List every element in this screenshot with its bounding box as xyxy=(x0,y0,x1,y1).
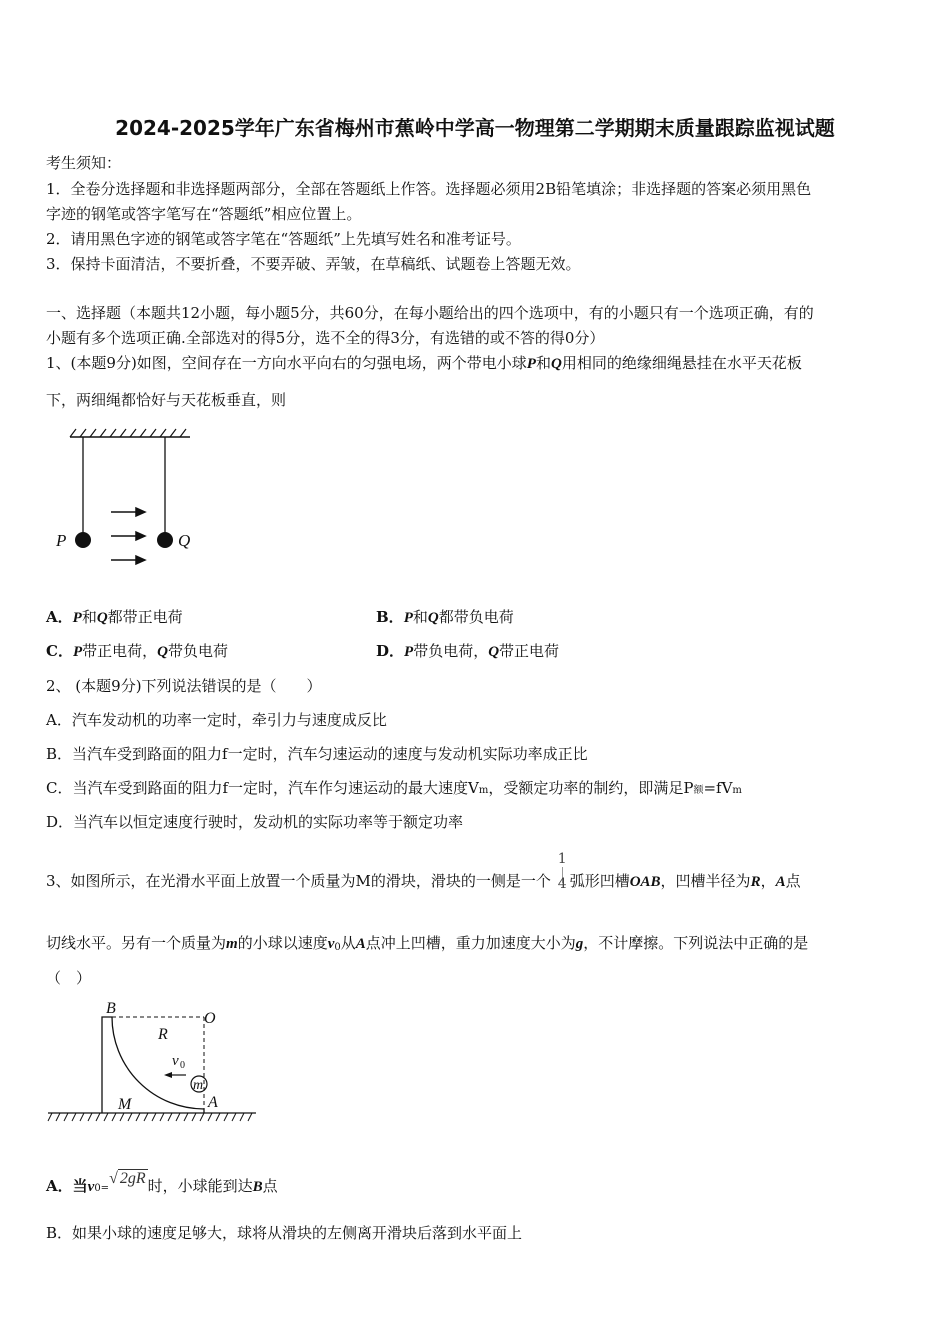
q1-option-c[interactable]: C．P带正电荷，Q带负电荷 xyxy=(46,642,228,660)
notice-item-1: 1．全卷分选择题和非选择题两部分，全部在答题纸上作答。选择题必须用2B铅笔填涂；非选择题的答案必须用黑色 xyxy=(46,180,812,198)
q1-figure xyxy=(50,425,210,575)
q3-fig-label-b: B xyxy=(106,1000,116,1017)
notice-item-1-cont: 字迹的钢笔或答字笔写在“答题纸”相应位置上。 xyxy=(46,205,362,223)
q3-stem-cont: 切线水平。另有一个质量为m的小球以速度$v_0$从A点冲上凹槽，重力加速度大小为g，不计摩擦。下列说法中正确的是 xyxy=(46,934,809,953)
q2-option-c[interactable]: C．当汽车受到路面的阻力f一定时，汽车作匀速运动的最大速度Vm，受额定功率的制约，即满足P额=fVm xyxy=(46,779,742,797)
q3-fig-label-o: O xyxy=(204,1010,216,1027)
q1-stem: 1、(本题9分)如图，空间存在一方向水平向右的匀强电场，两个带电小球P和Q用相同的绝缘细绳悬挂在水平天花板 xyxy=(46,354,802,372)
q3-option-a[interactable]: A．当v0=√ 2gR 时，小球能到达B点 xyxy=(46,1170,278,1195)
q3-frac-den: 4 xyxy=(557,876,567,892)
q2-stem: 2、 (本题9分)下列说法错误的是（ ） xyxy=(46,677,322,695)
q3-fig-label-m: m xyxy=(193,1078,204,1093)
q3-option-b[interactable]: B．如果小球的速度足够大，球将从滑块的左侧离开滑块后落到水平面上 xyxy=(46,1224,523,1242)
q1-fig-label-p: P xyxy=(56,531,67,550)
q3-fig-label-r: R xyxy=(158,1026,168,1043)
q3-frac-num: 1 xyxy=(557,851,567,867)
q1-fig-label-q: Q xyxy=(178,531,191,550)
q3-fig-label-v0: v xyxy=(172,1053,179,1069)
q3-fig-label-a: A xyxy=(208,1094,218,1111)
q1-option-a[interactable]: A．P和Q都带正电荷 xyxy=(46,608,183,626)
notice-heading: 考生须知： xyxy=(46,154,122,172)
q3-stem: 3、如图所示，在光滑水平面上放置一个质量为M的滑块，滑块的一侧是一个 1 4 弧形凹槽OAB，凹槽半径为R，A点 xyxy=(46,851,801,892)
q1-option-d[interactable]: D．P带负电荷，Q带正电荷 xyxy=(376,642,560,660)
page-title: 2024-2025学年广东省梅州市蕉岭中学高一物理第二学期期末质量跟踪监视试题 xyxy=(115,116,835,140)
q3-figure xyxy=(46,995,266,1130)
q3-sqrt-expr: 2gR xyxy=(119,1170,146,1187)
q1-stem-cont: 下，两细绳都恰好与天花板垂直，则 xyxy=(46,391,287,409)
q2-option-a[interactable]: A．汽车发动机的功率一定时，牵引力与速度成反比 xyxy=(46,711,387,729)
q2-option-b[interactable]: B．当汽车受到路面的阻力f一定时，汽车匀速运动的速度与发动机实际功率成正比 xyxy=(46,745,588,763)
notice-item-2: 2．请用黑色字迹的钢笔或答字笔在“答题纸”上先填写姓名和准考证号。 xyxy=(46,230,521,248)
q1-option-b[interactable]: B．P和Q都带负电荷 xyxy=(376,608,514,626)
section-header: 一、选择题（本题共12小题，每小题5分，共60分，在每小题给出的四个选项中，有的小题只有一个选项正确，有的 xyxy=(46,304,814,322)
q2-option-d[interactable]: D．当汽车以恒定速度行驶时，发动机的实际功率等于额定功率 xyxy=(46,813,464,831)
notice-item-3: 3．保持卡面清洁，不要折叠，不要弄破、弄皱，在草稿纸、试题卷上答题无效。 xyxy=(46,255,581,273)
section-header-cont: 小题有多个选项正确.全部选对的得5分，选不全的得3分，有选错的或不答的得0分） xyxy=(46,329,605,347)
q3-fig-label-v0-sub: 0 xyxy=(180,1060,185,1071)
q3-fig-label-bigm: M xyxy=(118,1096,132,1113)
q3-answer-paren: （ ） xyxy=(46,969,92,987)
